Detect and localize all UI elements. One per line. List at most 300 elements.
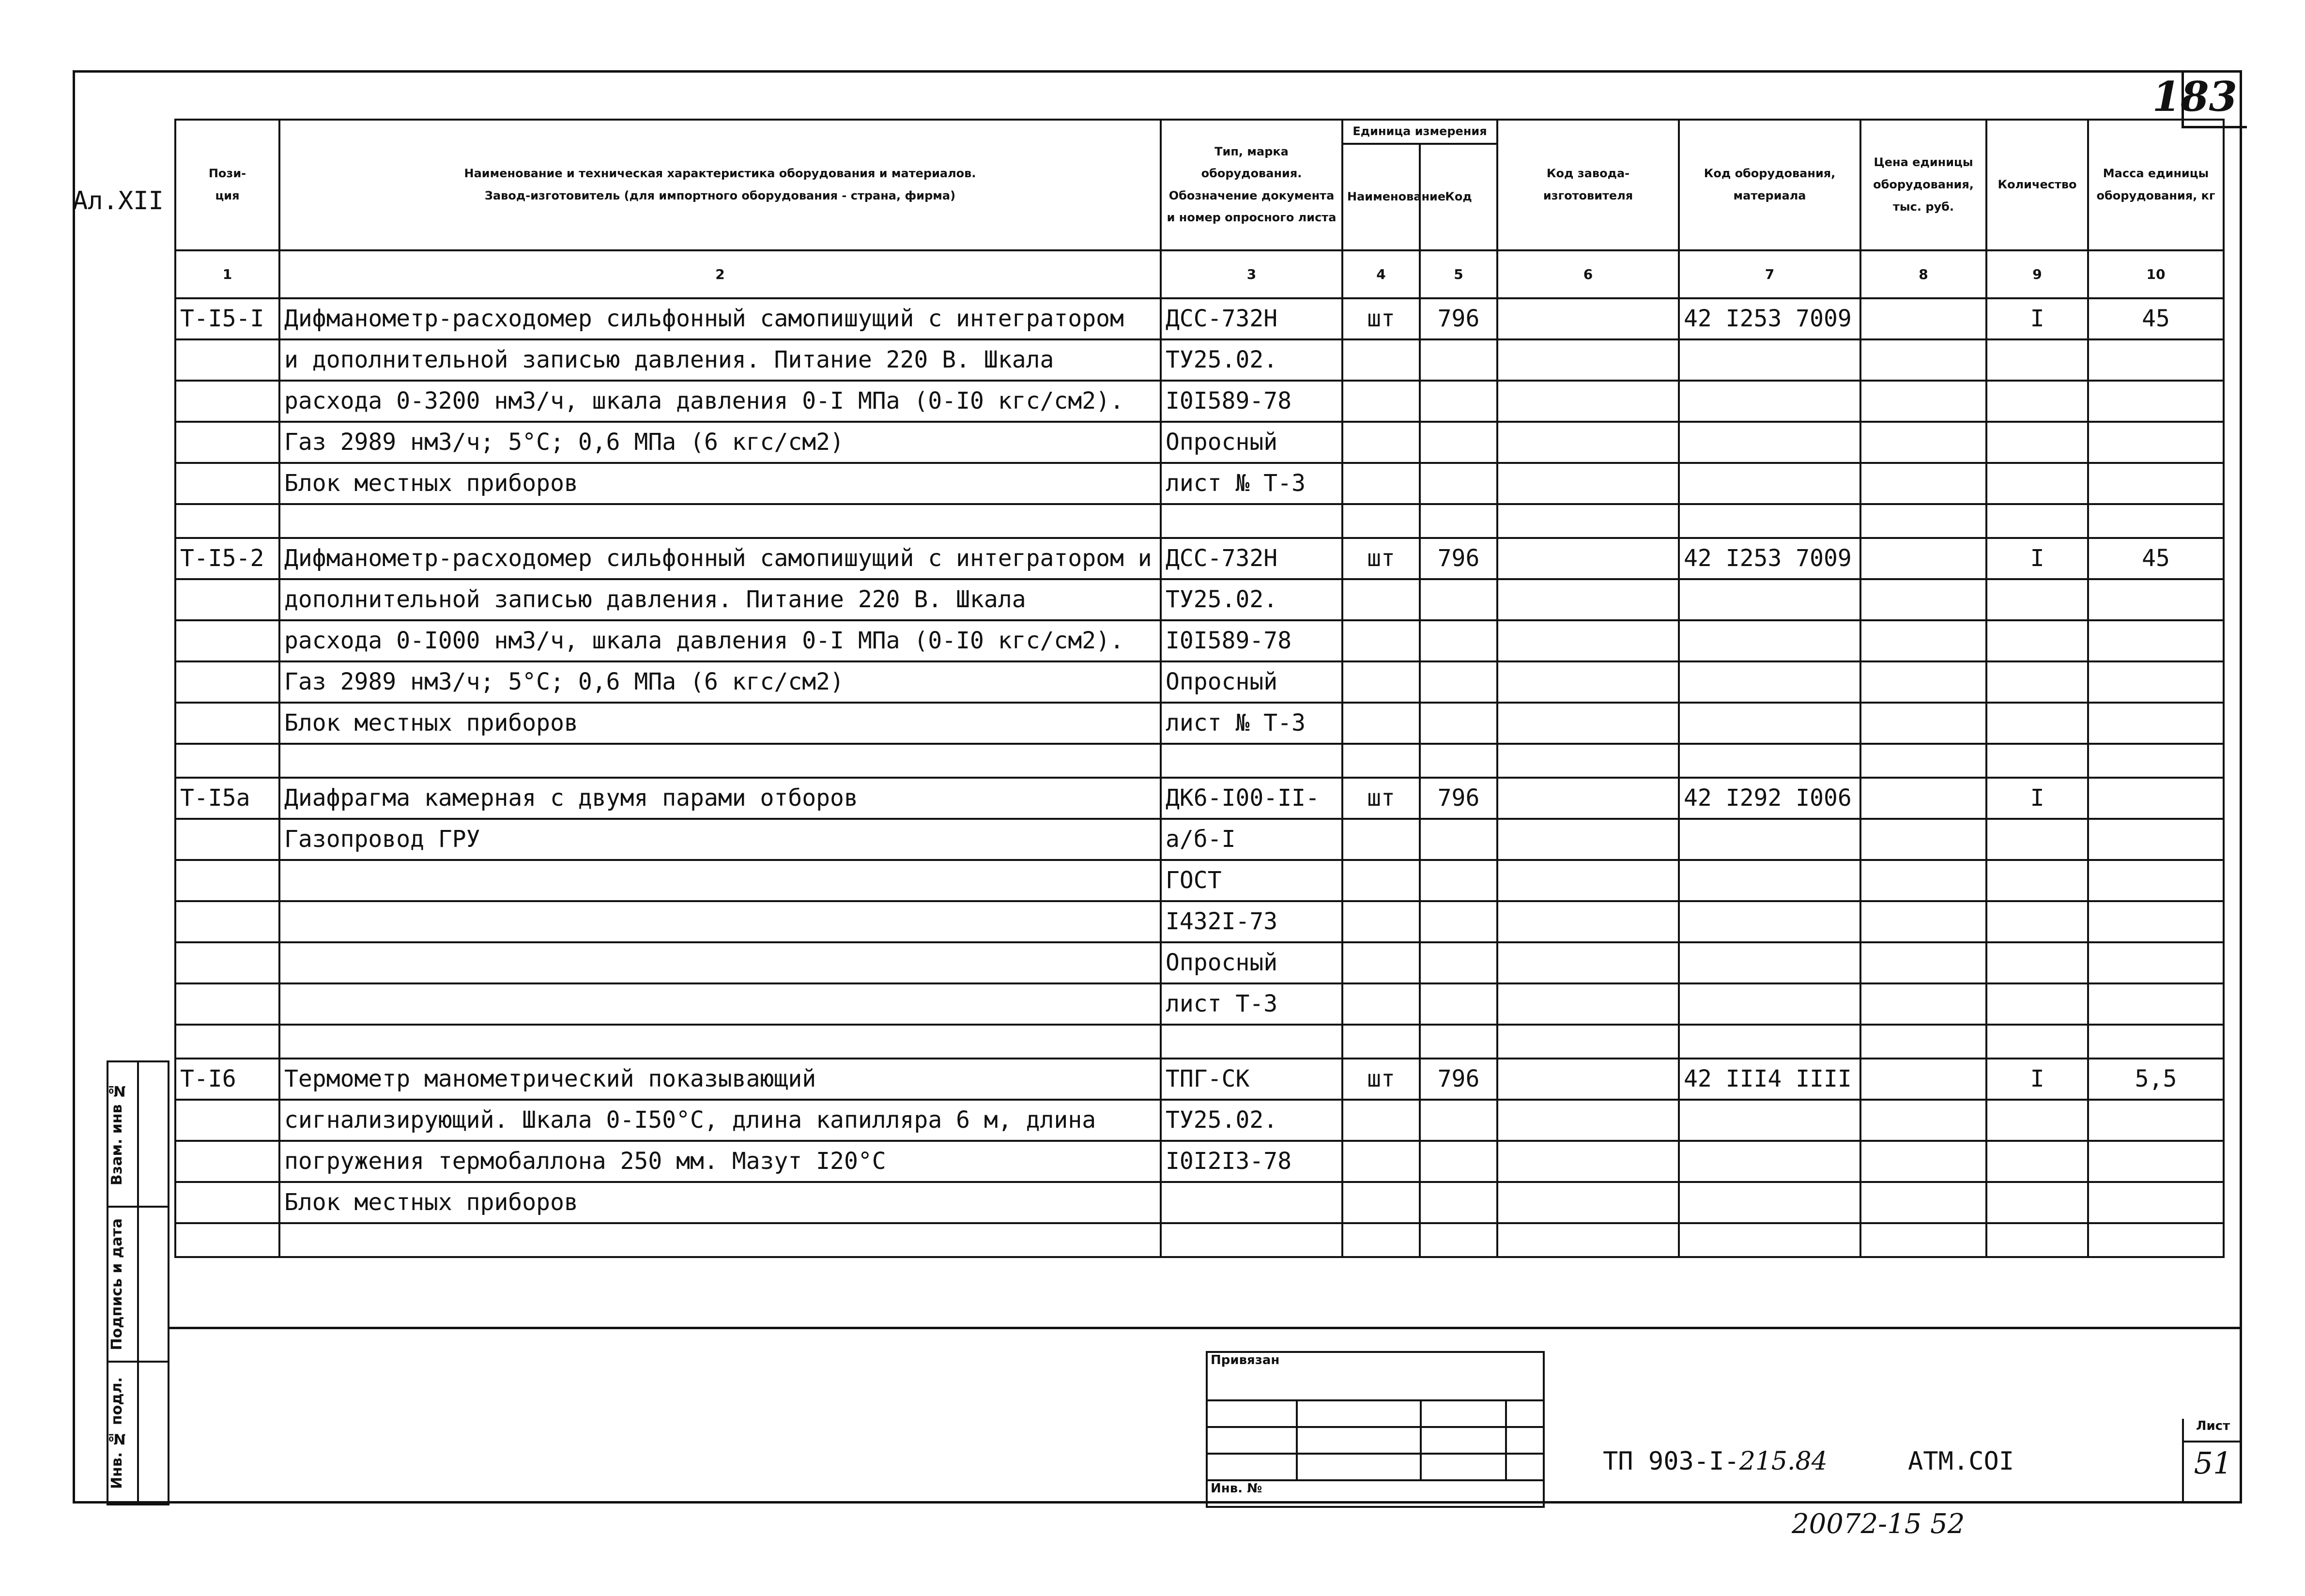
type-cell: лист Т-3 xyxy=(1161,983,1342,1025)
position-cell: Т-I5-2 xyxy=(175,538,279,579)
unit-name-cell: шт xyxy=(1342,1059,1420,1100)
type-cell: ТПГ-СК xyxy=(1161,1059,1342,1100)
position-cell xyxy=(175,504,279,538)
mass-cell xyxy=(2088,942,2224,983)
unit-code-cell: 796 xyxy=(1420,1059,1497,1100)
spacer-row xyxy=(175,744,2224,778)
position-cell xyxy=(175,339,279,381)
bound-label: Привязан xyxy=(1207,1352,1544,1400)
specification-body xyxy=(175,298,2224,1257)
name-cell xyxy=(279,983,1161,1025)
col-number: 8 xyxy=(1860,250,1986,298)
equipment-code-cell xyxy=(1679,661,1860,703)
price-cell xyxy=(1860,339,1986,381)
unit-code-cell: 796 xyxy=(1420,778,1497,819)
price-cell xyxy=(1860,860,1986,901)
position-cell xyxy=(175,422,279,463)
mass-cell xyxy=(2088,1141,2224,1182)
name-cell: Дифманометр-расходомер сильфонный самопишущий с интегратором и xyxy=(279,538,1161,579)
equipment-code-cell xyxy=(1679,819,1860,860)
unit-code-cell xyxy=(1420,1182,1497,1223)
position-cell: Т-I5-I xyxy=(175,298,279,339)
name-cell: и дополнительной записью давления. Питание 220 В. Шкала xyxy=(279,339,1161,381)
table-row xyxy=(175,1182,2224,1223)
album-label: Ал.XII xyxy=(73,186,164,215)
plant-code-cell xyxy=(1497,1059,1679,1100)
position-cell xyxy=(175,744,279,778)
table-row xyxy=(175,463,2224,504)
plant-code-cell xyxy=(1497,339,1679,381)
quantity-cell xyxy=(1986,381,2088,422)
plant-code-cell xyxy=(1497,1141,1679,1182)
name-cell xyxy=(279,1025,1161,1059)
name-cell: расхода 0-I000 нм3/ч, шкала давления 0-I МПа (0-I0 кгс/см2). xyxy=(279,620,1161,661)
quantity-cell xyxy=(1986,661,2088,703)
side-approval-strip xyxy=(107,1060,169,1504)
unit-code-cell xyxy=(1420,381,1497,422)
position-cell xyxy=(175,381,279,422)
plant-code-cell xyxy=(1497,1182,1679,1223)
type-cell: Опросный xyxy=(1161,661,1342,703)
col-number: 6 xyxy=(1497,250,1679,298)
quantity-cell xyxy=(1986,620,2088,661)
mass-cell xyxy=(2088,778,2224,819)
equipment-code-cell xyxy=(1679,620,1860,661)
position-cell xyxy=(175,1223,279,1257)
unit-name-cell: шт xyxy=(1342,538,1420,579)
type-cell: ДК6-I00-II- xyxy=(1161,778,1342,819)
col-number: 4 xyxy=(1342,250,1420,298)
table-row xyxy=(175,778,2224,819)
mass-cell: 5,5 xyxy=(2088,1059,2224,1100)
type-cell: ТУ25.02. xyxy=(1161,339,1342,381)
equipment-code-cell xyxy=(1679,983,1860,1025)
price-cell xyxy=(1860,819,1986,860)
unit-name-cell xyxy=(1342,381,1420,422)
name-cell xyxy=(279,901,1161,942)
quantity-cell xyxy=(1986,579,2088,620)
mass-cell: 45 xyxy=(2088,298,2224,339)
replace-inv-label: Взам. инв № xyxy=(108,1082,125,1186)
name-cell: Блок местных приборов xyxy=(279,703,1161,744)
name-cell: Газопровод ГРУ xyxy=(279,819,1161,860)
position-cell xyxy=(175,579,279,620)
equipment-code-cell xyxy=(1679,504,1860,538)
quantity-cell xyxy=(1986,339,2088,381)
table-bottom-line xyxy=(169,1327,2242,1329)
unit-name-cell xyxy=(1342,504,1420,538)
quantity-cell xyxy=(1986,504,2088,538)
original-inv-label: Инв. № подл. xyxy=(108,1377,125,1489)
plant-code-cell xyxy=(1497,538,1679,579)
name-cell xyxy=(279,1223,1161,1257)
name-cell xyxy=(279,744,1161,778)
table-row xyxy=(175,1100,2224,1141)
mass-cell xyxy=(2088,661,2224,703)
table-row xyxy=(175,538,2224,579)
unit-code-cell xyxy=(1420,661,1497,703)
unit-code-cell xyxy=(1420,504,1497,538)
plant-code-cell xyxy=(1497,504,1679,538)
type-cell: лист № Т-3 xyxy=(1161,703,1342,744)
col-number: 5 xyxy=(1420,250,1497,298)
price-cell xyxy=(1860,422,1986,463)
unit-code-cell xyxy=(1420,860,1497,901)
table-row xyxy=(175,901,2224,942)
plant-code-cell xyxy=(1497,1025,1679,1059)
table-row xyxy=(175,381,2224,422)
unit-code-cell xyxy=(1420,1223,1497,1257)
table-row xyxy=(175,942,2224,983)
mass-cell xyxy=(2088,1182,2224,1223)
table-row xyxy=(175,1141,2224,1182)
header-type: Тип, марка оборудования. Обозначение документа и номер опросного листа xyxy=(1161,120,1342,250)
name-cell xyxy=(279,504,1161,538)
type-cell xyxy=(1161,1182,1342,1223)
quantity-cell xyxy=(1986,819,2088,860)
table-row xyxy=(175,819,2224,860)
page-number: 183 xyxy=(2152,73,2237,121)
position-cell xyxy=(175,819,279,860)
price-cell xyxy=(1860,538,1986,579)
sheet-label: Лист xyxy=(2184,1419,2242,1443)
type-cell: ТУ25.02. xyxy=(1161,1100,1342,1141)
quantity-cell xyxy=(1986,901,2088,942)
equipment-code-cell xyxy=(1679,339,1860,381)
plant-code-cell xyxy=(1497,901,1679,942)
equipment-code-cell xyxy=(1679,942,1860,983)
plant-code-cell xyxy=(1497,463,1679,504)
name-cell: Дифманометр-расходомер сильфонный самопишущий с интегратором xyxy=(279,298,1161,339)
plant-code-cell xyxy=(1497,422,1679,463)
mass-cell xyxy=(2088,703,2224,744)
quantity-cell xyxy=(1986,703,2088,744)
mass-cell xyxy=(2088,983,2224,1025)
position-cell xyxy=(175,661,279,703)
spacer-row xyxy=(175,1223,2224,1257)
type-cell: ДСС-732Н xyxy=(1161,298,1342,339)
project-code xyxy=(1603,1447,1828,1476)
position-cell xyxy=(175,1025,279,1059)
equipment-code-cell xyxy=(1679,703,1860,744)
unit-name-cell: шт xyxy=(1342,298,1420,339)
unit-code-cell xyxy=(1420,1025,1497,1059)
quantity-cell: I xyxy=(1986,778,2088,819)
plant-code-cell xyxy=(1497,983,1679,1025)
unit-code-cell xyxy=(1420,1141,1497,1182)
name-cell: Блок местных приборов xyxy=(279,1182,1161,1223)
mass-cell xyxy=(2088,901,2224,942)
price-cell xyxy=(1860,1100,1986,1141)
type-cell xyxy=(1161,1223,1342,1257)
type-cell: ГОСТ xyxy=(1161,860,1342,901)
equipment-code-cell xyxy=(1679,1223,1860,1257)
col-number: 2 xyxy=(279,250,1161,298)
project-code-prefix: ТП 903-I- xyxy=(1603,1447,1739,1476)
position-cell xyxy=(175,463,279,504)
quantity-cell xyxy=(1986,1100,2088,1141)
plant-code-cell xyxy=(1497,860,1679,901)
type-cell: I0I589-78 xyxy=(1161,381,1342,422)
equipment-code-cell: 42 I292 I006 xyxy=(1679,778,1860,819)
unit-name-cell xyxy=(1342,942,1420,983)
position-cell xyxy=(175,901,279,942)
table-row xyxy=(175,1059,2224,1100)
equipment-code-cell xyxy=(1679,422,1860,463)
name-cell xyxy=(279,942,1161,983)
quantity-cell: I xyxy=(1986,538,2088,579)
price-cell xyxy=(1860,381,1986,422)
equipment-code-cell xyxy=(1679,1141,1860,1182)
unit-name-cell xyxy=(1342,744,1420,778)
type-cell: ДСС-732Н xyxy=(1161,538,1342,579)
price-cell xyxy=(1860,1182,1986,1223)
type-cell: I432I-73 xyxy=(1161,901,1342,942)
name-cell: сигнализирующий. Шкала 0-I50°C, длина капилляра 6 м, длина xyxy=(279,1100,1161,1141)
equipment-code-cell: 42 I253 7009 xyxy=(1679,298,1860,339)
col-number: 10 xyxy=(2088,250,2224,298)
price-cell xyxy=(1860,463,1986,504)
price-cell xyxy=(1860,1141,1986,1182)
quantity-cell xyxy=(1986,983,2088,1025)
unit-name-cell xyxy=(1342,983,1420,1025)
header-mass: Масса единицы оборудования, кг xyxy=(2088,120,2224,250)
quantity-cell xyxy=(1986,1182,2088,1223)
signature-date-label: Подпись и дата xyxy=(108,1218,125,1350)
unit-name-cell xyxy=(1342,1182,1420,1223)
name-cell xyxy=(279,860,1161,901)
mass-cell xyxy=(2088,504,2224,538)
unit-code-cell xyxy=(1420,463,1497,504)
column-numbers-row xyxy=(175,250,2224,298)
sheet-box xyxy=(2182,1419,2242,1504)
quantity-cell xyxy=(1986,463,2088,504)
plant-code-cell xyxy=(1497,778,1679,819)
name-cell: Газ 2989 нм3/ч; 5°C; 0,6 МПа (6 кгс/см2) xyxy=(279,661,1161,703)
equipment-code-cell xyxy=(1679,744,1860,778)
equipment-code-cell xyxy=(1679,1100,1860,1141)
position-cell: Т-I6 xyxy=(175,1059,279,1100)
type-cell: а/б-I xyxy=(1161,819,1342,860)
quantity-cell: I xyxy=(1986,298,2088,339)
quantity-cell xyxy=(1986,744,2088,778)
project-code-handwritten: 215.84 xyxy=(1739,1447,1828,1476)
unit-name-cell xyxy=(1342,463,1420,504)
price-cell xyxy=(1860,1223,1986,1257)
title-block xyxy=(1545,1419,2242,1504)
unit-code-cell: 796 xyxy=(1420,298,1497,339)
plant-code-cell xyxy=(1497,579,1679,620)
unit-name-cell xyxy=(1342,579,1420,620)
position-cell xyxy=(175,983,279,1025)
unit-code-cell xyxy=(1420,620,1497,661)
type-cell: I0I2I3-78 xyxy=(1161,1141,1342,1182)
plant-code-cell xyxy=(1497,1223,1679,1257)
sheet-number: 51 xyxy=(2194,1445,2232,1481)
type-cell: ТУ25.02. xyxy=(1161,579,1342,620)
mass-cell xyxy=(2088,819,2224,860)
type-cell: I0I589-78 xyxy=(1161,620,1342,661)
mass-cell xyxy=(2088,744,2224,778)
unit-name-cell xyxy=(1342,901,1420,942)
price-cell xyxy=(1860,620,1986,661)
position-cell xyxy=(175,620,279,661)
type-cell xyxy=(1161,1025,1342,1059)
unit-name-cell xyxy=(1342,860,1420,901)
unit-code-cell xyxy=(1420,339,1497,381)
plant-code-cell xyxy=(1497,620,1679,661)
type-cell: Опросный xyxy=(1161,942,1342,983)
table-row xyxy=(175,661,2224,703)
mass-cell xyxy=(2088,422,2224,463)
price-cell xyxy=(1860,942,1986,983)
spacer-row xyxy=(175,1025,2224,1059)
unit-code-cell: 796 xyxy=(1420,538,1497,579)
price-cell xyxy=(1860,703,1986,744)
equipment-code-cell: 42 III4 IIII xyxy=(1679,1059,1860,1100)
quantity-cell: I xyxy=(1986,1059,2088,1100)
plant-code-cell xyxy=(1497,381,1679,422)
spacer-row xyxy=(175,504,2224,538)
unit-name-cell xyxy=(1342,1141,1420,1182)
quantity-cell xyxy=(1986,1141,2088,1182)
position-cell xyxy=(175,1141,279,1182)
header-quantity: Количество xyxy=(1986,120,2088,250)
name-cell: расхода 0-3200 нм3/ч, шкала давления 0-I МПа (0-I0 кгс/см2). xyxy=(279,381,1161,422)
position-cell: Т-I5а xyxy=(175,778,279,819)
archive-number: 20072-15 52 xyxy=(1792,1508,1965,1540)
quantity-cell xyxy=(1986,942,2088,983)
equipment-code-cell xyxy=(1679,381,1860,422)
unit-code-cell xyxy=(1420,942,1497,983)
price-cell xyxy=(1860,983,1986,1025)
name-cell: Термометр манометрический показывающий xyxy=(279,1059,1161,1100)
name-cell: Газ 2989 нм3/ч; 5°C; 0,6 МПа (6 кгс/см2) xyxy=(279,422,1161,463)
header-position: Пози- ция xyxy=(175,120,279,250)
unit-code-cell xyxy=(1420,983,1497,1025)
mass-cell xyxy=(2088,381,2224,422)
plant-code-cell xyxy=(1497,744,1679,778)
table-row xyxy=(175,983,2224,1025)
unit-code-cell xyxy=(1420,422,1497,463)
unit-code-cell xyxy=(1420,819,1497,860)
unit-code-cell xyxy=(1420,744,1497,778)
type-cell xyxy=(1161,504,1342,538)
binding-stamp xyxy=(1206,1351,1545,1508)
quantity-cell xyxy=(1986,1025,2088,1059)
plant-code-cell xyxy=(1497,1100,1679,1141)
position-cell xyxy=(175,942,279,983)
table-row xyxy=(175,339,2224,381)
quantity-cell xyxy=(1986,1223,2088,1257)
mass-cell xyxy=(2088,1025,2224,1059)
name-cell: Блок местных приборов xyxy=(279,463,1161,504)
equipment-code-cell: 42 I253 7009 xyxy=(1679,538,1860,579)
mass-cell xyxy=(2088,339,2224,381)
unit-name-cell xyxy=(1342,703,1420,744)
unit-code-cell xyxy=(1420,1100,1497,1141)
price-cell xyxy=(1860,901,1986,942)
col-number: 3 xyxy=(1161,250,1342,298)
equipment-code-cell xyxy=(1679,1182,1860,1223)
price-cell xyxy=(1860,504,1986,538)
unit-name-cell xyxy=(1342,819,1420,860)
header-plant-code: Код завода-изготовителя xyxy=(1497,120,1679,250)
unit-name-cell xyxy=(1342,1223,1420,1257)
header-equipment-code: Код оборудования, материала xyxy=(1679,120,1860,250)
equipment-code-cell xyxy=(1679,901,1860,942)
price-cell xyxy=(1860,1059,1986,1100)
name-cell: погружения термобаллона 250 мм. Мазут I20°C xyxy=(279,1141,1161,1182)
equipment-code-cell xyxy=(1679,860,1860,901)
specification-table xyxy=(174,119,2225,1258)
plant-code-cell xyxy=(1497,819,1679,860)
plant-code-cell xyxy=(1497,661,1679,703)
header-unit-name: Наименование xyxy=(1342,144,1420,250)
table-row xyxy=(175,620,2224,661)
quantity-cell xyxy=(1986,860,2088,901)
quantity-cell xyxy=(1986,422,2088,463)
unit-name-cell: шт xyxy=(1342,778,1420,819)
type-cell: Опросный xyxy=(1161,422,1342,463)
table-row xyxy=(175,422,2224,463)
position-cell xyxy=(175,703,279,744)
table-row xyxy=(175,860,2224,901)
position-cell xyxy=(175,860,279,901)
price-cell xyxy=(1860,298,1986,339)
unit-name-cell xyxy=(1342,620,1420,661)
mass-cell xyxy=(2088,620,2224,661)
col-number: 9 xyxy=(1986,250,2088,298)
unit-code-cell xyxy=(1420,703,1497,744)
header-unit-code: Код xyxy=(1420,144,1497,250)
plant-code-cell xyxy=(1497,298,1679,339)
equipment-code-cell xyxy=(1679,1025,1860,1059)
unit-name-cell xyxy=(1342,1025,1420,1059)
price-cell xyxy=(1860,778,1986,819)
type-cell: лист № Т-3 xyxy=(1161,463,1342,504)
unit-name-cell xyxy=(1342,1100,1420,1141)
position-cell xyxy=(175,1100,279,1141)
mass-cell xyxy=(2088,1100,2224,1141)
mass-cell: 45 xyxy=(2088,538,2224,579)
col-number: 7 xyxy=(1679,250,1860,298)
col-number: 1 xyxy=(175,250,279,298)
position-cell xyxy=(175,1182,279,1223)
plant-code-cell xyxy=(1497,703,1679,744)
equipment-code-cell xyxy=(1679,463,1860,504)
unit-name-cell xyxy=(1342,422,1420,463)
name-cell: дополнительной записью давления. Питание 220 В. Шкала xyxy=(279,579,1161,620)
mass-cell xyxy=(2088,860,2224,901)
price-cell xyxy=(1860,744,1986,778)
header-unit-group: Единица измерения xyxy=(1342,120,1497,144)
inv-number-label: Инв. № xyxy=(1207,1480,1544,1507)
unit-code-cell xyxy=(1420,579,1497,620)
name-cell: Диафрагма камерная с двумя парами отборов xyxy=(279,778,1161,819)
unit-name-cell xyxy=(1342,661,1420,703)
header-price: Цена единицы оборудования, тыс. руб. xyxy=(1860,120,1986,250)
table-row xyxy=(175,298,2224,339)
type-cell xyxy=(1161,744,1342,778)
unit-name-cell xyxy=(1342,339,1420,381)
mass-cell xyxy=(2088,579,2224,620)
price-cell xyxy=(1860,579,1986,620)
table-row xyxy=(175,703,2224,744)
mass-cell xyxy=(2088,463,2224,504)
unit-code-cell xyxy=(1420,901,1497,942)
mass-cell xyxy=(2088,1223,2224,1257)
